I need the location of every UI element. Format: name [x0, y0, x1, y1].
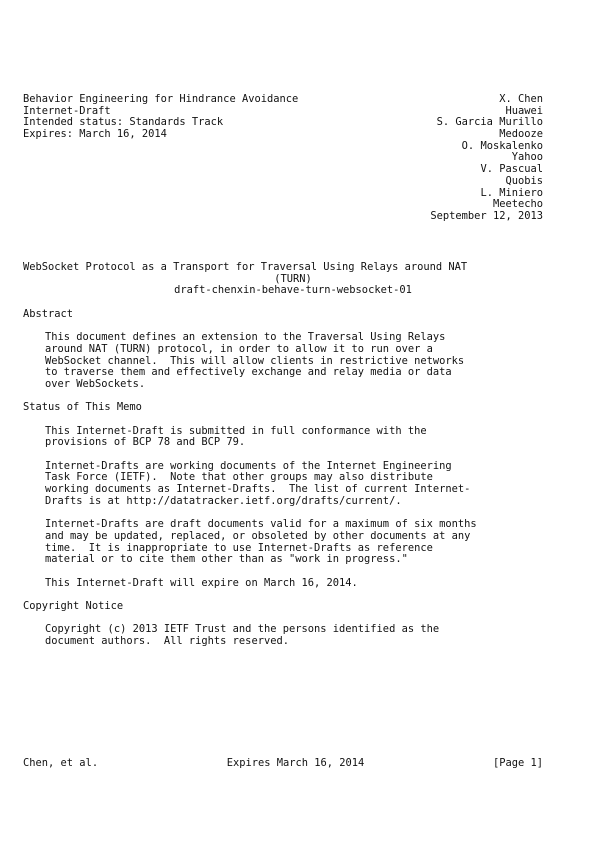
- status-line: Internet-Drafts are working documents of the Internet Engineering: [45, 459, 452, 472]
- header-right: Medooze: [499, 128, 543, 141]
- footer-expires: Expires March 16, 2014: [226, 757, 365, 769]
- document-body: [0, 262, 563, 648]
- header-right: X. Chen: [499, 93, 543, 105]
- abstract-line: This document defines an extension to the Traversal Using Relays: [45, 331, 446, 344]
- document-header: [0, 94, 543, 223]
- status-line: Drafts is at http://datatracker.ietf.org/drafts/current/.: [45, 494, 402, 507]
- header-left: Internet-Draft: [23, 104, 111, 117]
- author-name: O. Moskalenko: [461, 139, 543, 152]
- author-name: L. Miniero: [480, 186, 543, 199]
- abstract-line: over WebSockets.: [45, 377, 146, 390]
- footer-authors: Chen, et al.: [23, 757, 99, 769]
- header-row: [23, 129, 543, 141]
- copyright-line: document authors. All rights reserved.: [45, 635, 289, 647]
- status-line: time. It is inappropriate to use Internet-Drafts as reference: [45, 541, 433, 554]
- header-left: Intended status: Standards Track: [23, 116, 224, 129]
- section-heading-abstract: Abstract: [23, 307, 74, 320]
- author-name: V. Pascual: [480, 163, 543, 176]
- status-line: material or to cite them other than as "work in progress.": [45, 553, 408, 566]
- section-heading-status: Status of This Memo: [23, 401, 142, 414]
- document-date: September 12, 2013: [430, 209, 543, 222]
- status-line: Task Force (IETF). Note that other groups may also distribute: [45, 471, 433, 484]
- author-affiliation: Yahoo: [511, 151, 543, 164]
- footer-row: [23, 758, 543, 770]
- header-right: S. Garcia Murillo: [436, 116, 543, 129]
- author-affiliation: Quobis: [505, 174, 543, 187]
- section-heading-copyright: Copyright Notice: [23, 599, 124, 612]
- header-right: Huawei: [505, 104, 543, 117]
- copyright-line: Copyright (c) 2013 IETF Trust and the persons identified as the: [45, 623, 440, 636]
- document-title: WebSocket Protocol as a Transport for Traversal Using Relays around NAT: [23, 261, 468, 273]
- header-left: Behavior Engineering for Hindrance Avoidance: [23, 93, 299, 105]
- document-title-cont: (TURN): [274, 272, 312, 285]
- abstract-line: WebSocket channel. This will allow clients in restrictive networks: [45, 354, 465, 367]
- draft-name: draft-chenxin-behave-turn-websocket-01: [174, 284, 412, 297]
- status-line: working documents as Internet-Drafts. The list of current Internet-: [45, 483, 471, 496]
- status-line: Internet-Drafts are draft documents valid for a maximum of six months: [45, 518, 477, 531]
- status-line: This Internet-Draft is submitted in full conformance with the: [45, 424, 427, 437]
- status-line: This Internet-Draft will expire on March 16, 2014.: [45, 576, 358, 589]
- abstract-line: to traverse them and effectively exchange and relay media or data: [45, 366, 452, 379]
- footer-page-number: [Page 1]: [492, 757, 543, 769]
- status-line: provisions of BCP 78 and BCP 79.: [45, 436, 246, 449]
- header-left: Expires: March 16, 2014: [23, 128, 167, 141]
- status-line: and may be updated, replaced, or obsoleted by other documents at any: [45, 529, 471, 542]
- header-row: [23, 94, 543, 106]
- page-footer: [0, 758, 543, 770]
- author-affiliation: Meetecho: [492, 198, 543, 211]
- abstract-line: around NAT (TURN) protocol, in order to allow it to run over a: [45, 342, 433, 355]
